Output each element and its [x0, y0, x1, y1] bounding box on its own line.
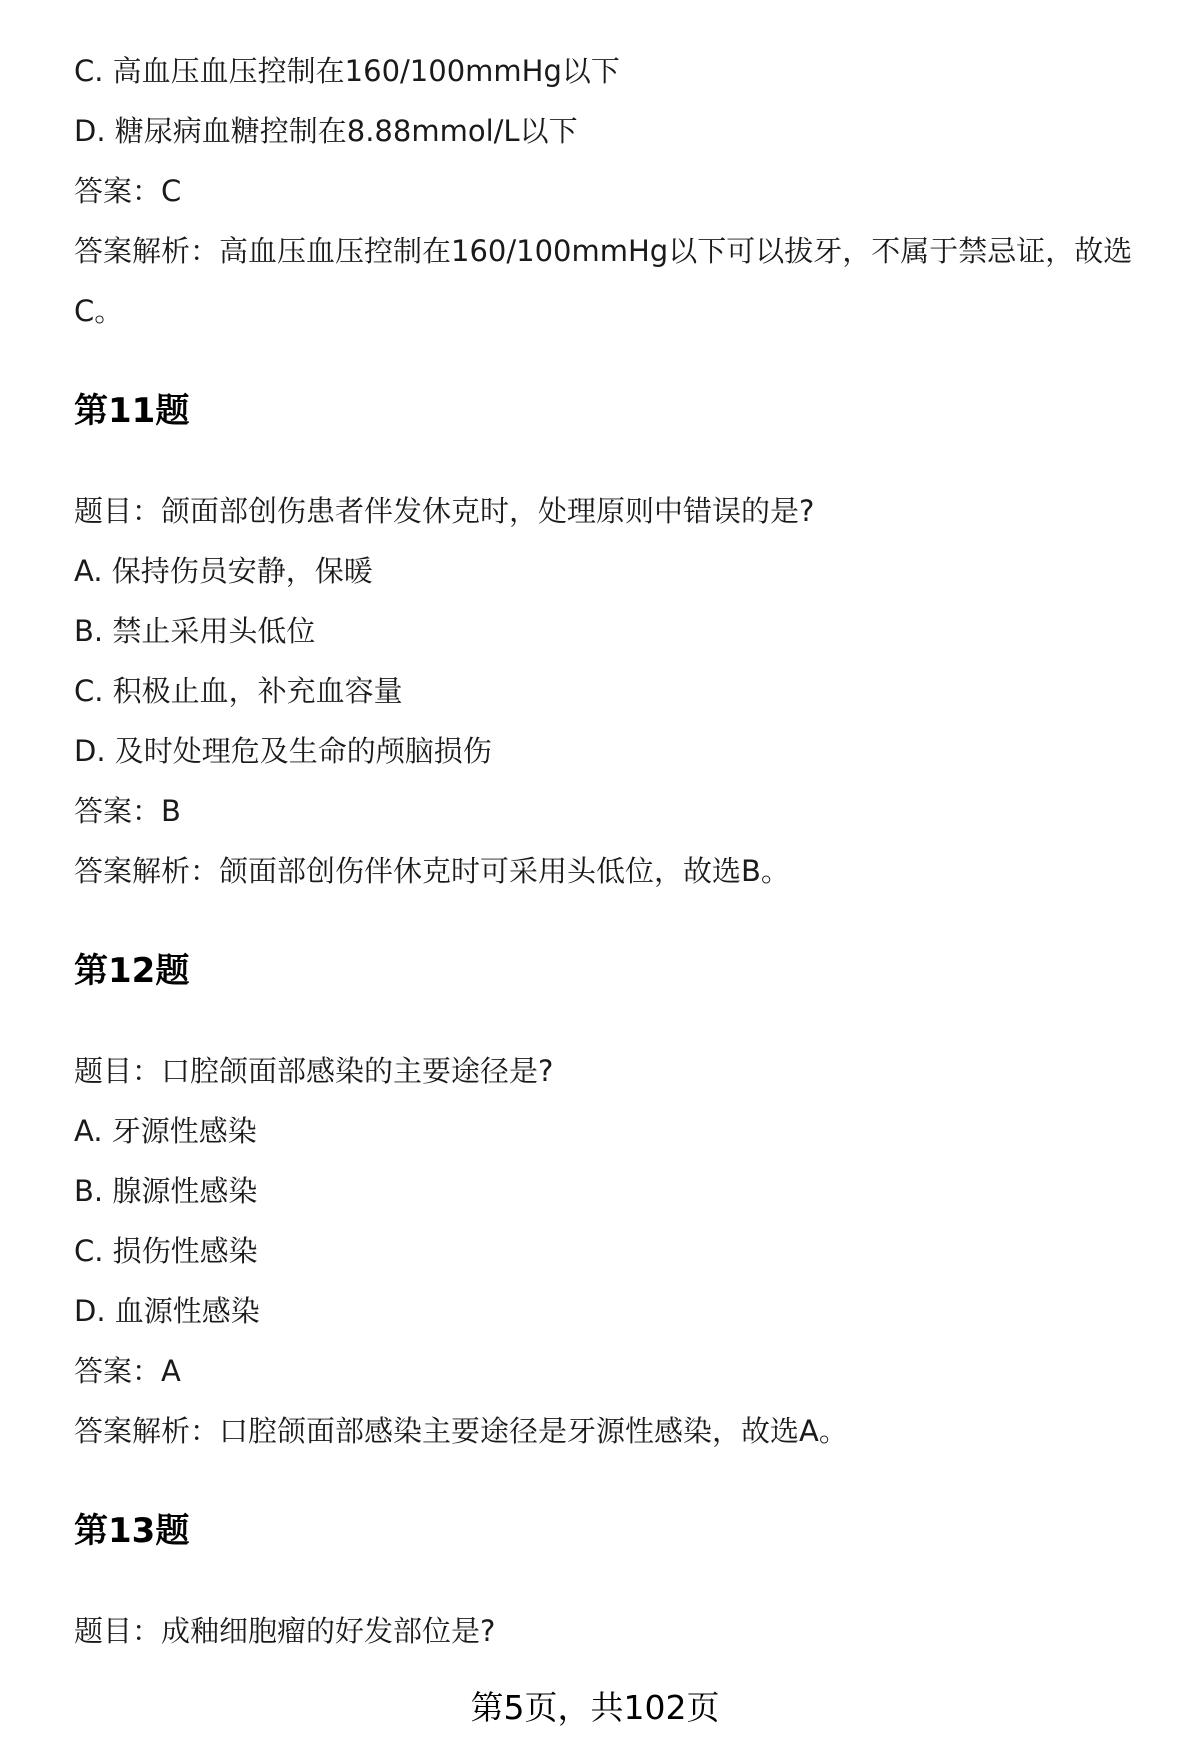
question-13-heading: 第13题: [74, 1511, 190, 1551]
question-11-explanation: 答案解析：颌面部创伤伴休克时可采用头低位，故选B。: [74, 854, 790, 888]
prev-answer: 答案：C: [74, 174, 182, 208]
question-11-option-c: C. 积极止血，补充血容量: [74, 674, 403, 708]
question-12-option-d: D. 血源性感染: [74, 1294, 260, 1328]
question-11-answer: 答案：B: [74, 794, 181, 828]
prev-explanation-line1: 答案解析：高血压血压控制在160/100mmHg以下可以拔牙，不属于禁忌证，故选: [74, 234, 1133, 268]
question-11-option-d: D. 及时处理危及生命的颅脑损伤: [74, 734, 492, 768]
page-number-footer: 第5页，共102页: [470, 1688, 720, 1727]
question-12-answer: 答案：A: [74, 1354, 181, 1388]
question-12-text: 题目：口腔颌面部感染的主要途径是?: [74, 1054, 554, 1088]
question-13-text: 题目：成釉细胞瘤的好发部位是?: [74, 1614, 496, 1648]
question-11-option-b: B. 禁止采用头低位: [74, 614, 316, 648]
question-11-text: 题目：颌面部创伤患者伴发休克时，处理原则中错误的是?: [74, 494, 815, 528]
question-12-heading: 第12题: [74, 951, 190, 991]
prev-option-d: D. 糖尿病血糖控制在8.88mmol/L以下: [74, 114, 578, 148]
question-12-option-b: B. 腺源性感染: [74, 1174, 258, 1208]
question-12-option-c: C. 损伤性感染: [74, 1234, 258, 1268]
prev-option-c: C. 高血压血压控制在160/100mmHg以下: [74, 54, 620, 88]
question-12-explanation: 答案解析：口腔颌面部感染主要途径是牙源性感染，故选A。: [74, 1414, 848, 1448]
prev-explanation-line2: C。: [74, 294, 124, 328]
question-12-option-a: A. 牙源性感染: [74, 1114, 257, 1148]
question-11-option-a: A. 保持伤员安静，保暖: [74, 554, 373, 588]
question-11-heading: 第11题: [74, 391, 190, 431]
